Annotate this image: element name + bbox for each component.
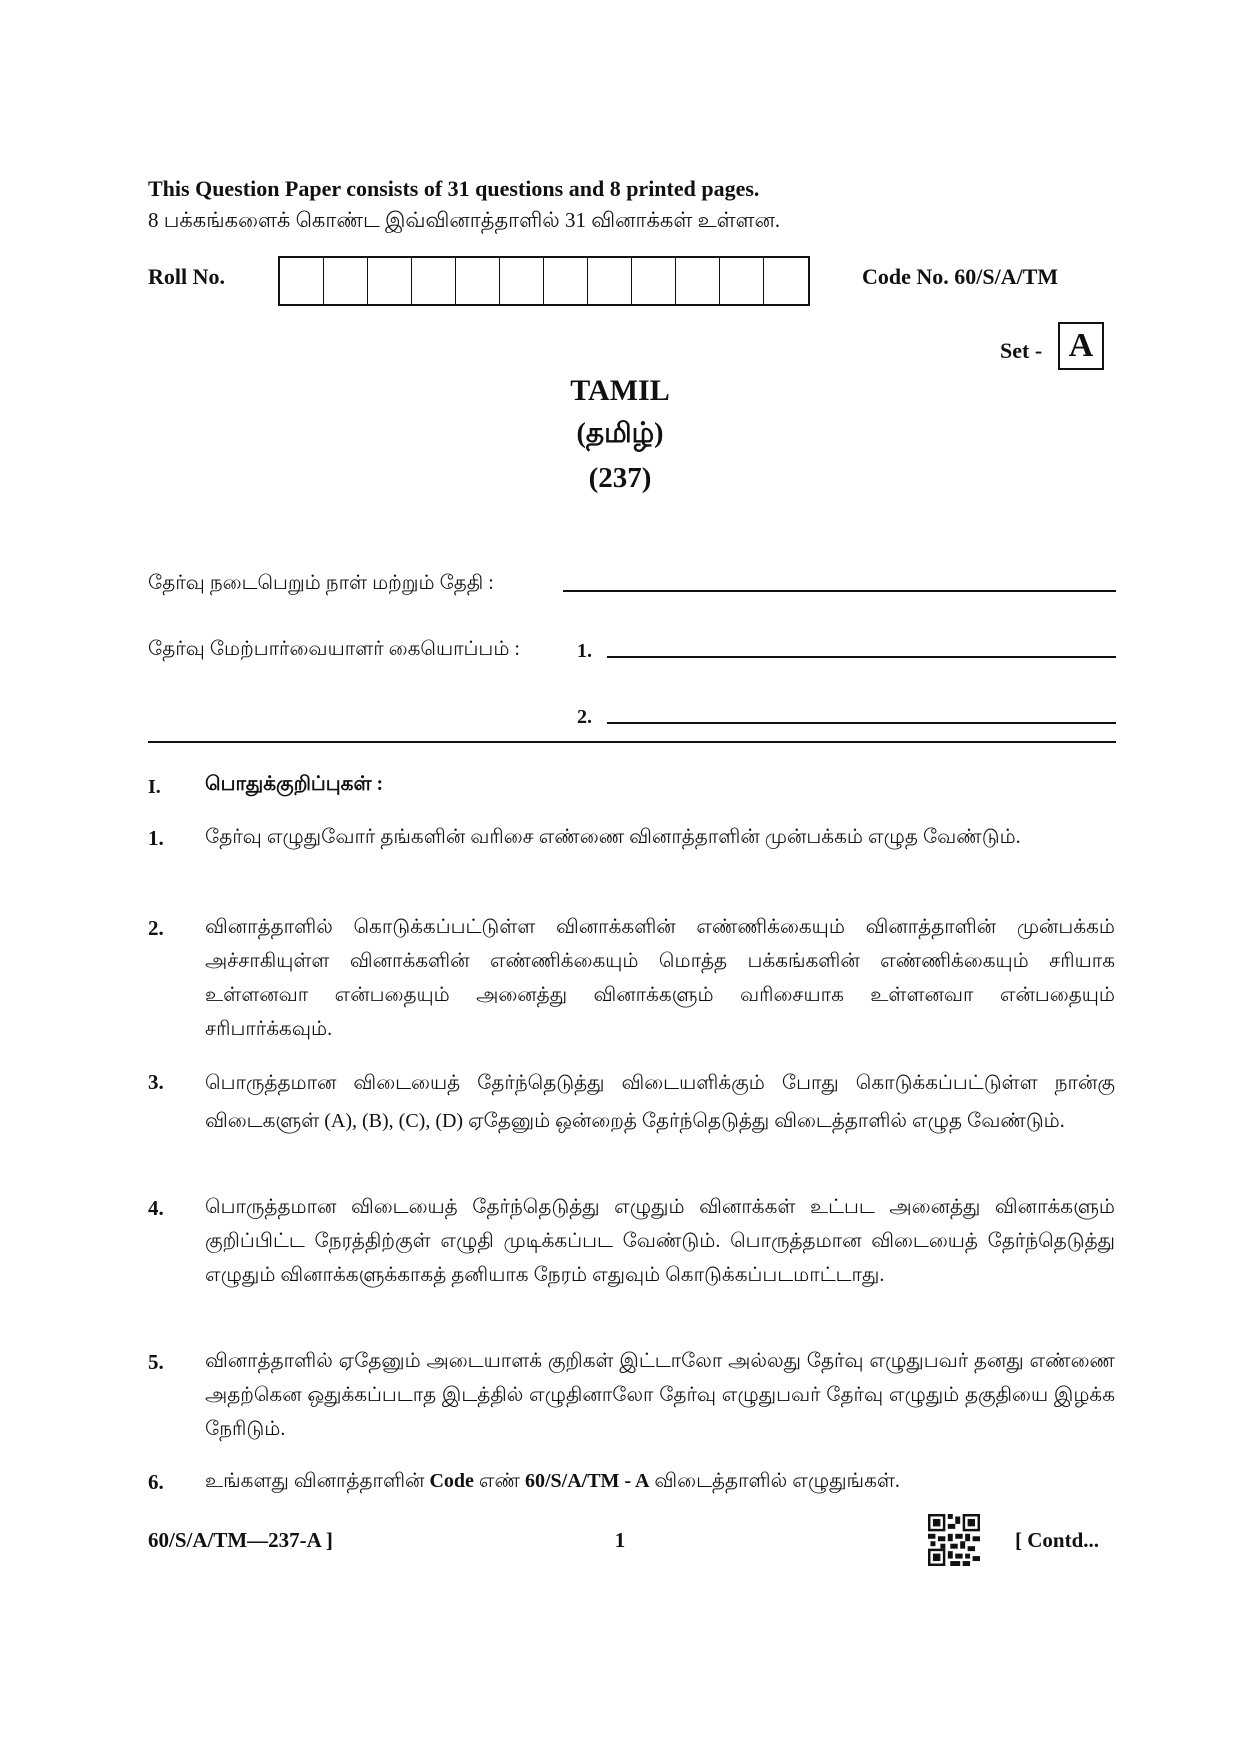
- instruction-text: தேர்வு எழுதுவோர் தங்களின் வரிசை எண்ணை வினாத்தாளின் முன்பக்கம் எழுத வேண்டும்.: [205, 826, 1021, 848]
- roll-number-digit-box[interactable]: [720, 258, 764, 304]
- roll-number-label: Roll No.: [148, 264, 225, 289]
- roll-number-digit-box[interactable]: [632, 258, 676, 304]
- roll-number-digit-box[interactable]: [544, 258, 588, 304]
- instruction-text: [205, 1464, 1115, 1498]
- exam-date-line[interactable]: [563, 590, 1116, 592]
- instruction-number: 6.: [148, 1470, 164, 1494]
- qr-code-icon: [928, 1514, 980, 1566]
- roll-number-digit-box[interactable]: [588, 258, 632, 304]
- roll-number-boxes[interactable]: [278, 256, 810, 306]
- roll-number-digit-box[interactable]: [764, 258, 808, 304]
- roll-number-digit-box[interactable]: [500, 258, 544, 304]
- instruction-number: 5.: [148, 1350, 164, 1374]
- roll-number-digit-box[interactable]: [412, 258, 456, 304]
- set-label: Set -: [1000, 338, 1043, 363]
- subject-title-tamil: (தமிழ்): [576, 418, 664, 449]
- question-count-english: This Question Paper consists of 31 questions and 8 printed pages.: [148, 176, 760, 201]
- roll-number-digit-box[interactable]: [368, 258, 412, 304]
- signature-1-line[interactable]: [607, 656, 1116, 658]
- instruction-text: வினாத்தாளில் கொடுக்கப்பட்டுள்ள வினாக்களின் எண்ணிக்கையும் வினாத்தாளின் முன்பக்கம் அச்சாகியுள்ள வினாக்களின் எண்ணிக்கையும் மொத்த பக்கங்களின் எண்ணிக்கையும் சரியாக உள்ளனவா என்பதையும் அனைத்து வினாக்களும் வரிசையாக உள்ளனவா என்பதையும் சரிபார்க்கவும்.: [205, 916, 1115, 1040]
- invigilator-signature-label: தேர்வு மேற்பார்வையாளர் கையொப்பம் :: [148, 638, 520, 660]
- instruction-text: பொருத்தமான விடையைத் தேர்ந்தெடுத்து விடையளிக்கும் போது கொடுக்கப்பட்டுள்ள நான்கு விடைகளுள் (A), (B), (C), (D) ஏதேனும் ஒன்றைத் தேர்ந்தெடுத்து விடைத்தாளில் எழுத வேண்டும்.: [205, 1072, 1115, 1132]
- subject-code: (237): [588, 462, 652, 494]
- section-title: பொதுக்குறிப்புகள் :: [205, 773, 384, 795]
- instruction-number: 3.: [148, 1070, 164, 1094]
- subject-title: TAMIL: [570, 374, 670, 407]
- roll-number-digit-box[interactable]: [280, 258, 324, 304]
- signature-1-number: 1.: [577, 640, 592, 662]
- signature-2-number: 2.: [577, 706, 592, 728]
- instruction-text: பொருத்தமான விடையைத் தேர்ந்தெடுத்து எழுதும் வினாக்கள் உட்பட அனைத்து வினாக்களும் குறிப்பிட்ட நேரத்திற்குள் எழுதி முடிக்கப்பட வேண்டும். பொருத்தமான விடையைத் தேர்ந்தெடுத்து எழுதும் வினாக்களுக்காகத் தனியாக நேரம் எதுவும் கொடுக்கப்படமாட்டாது.: [205, 1196, 1115, 1286]
- roll-number-digit-box[interactable]: [456, 258, 500, 304]
- roll-number-digit-box[interactable]: [676, 258, 720, 304]
- instruction-text-part: உங்களது வினாத்தாளின்: [205, 1470, 430, 1492]
- page-number: 1: [614, 1528, 626, 1552]
- section-divider: [148, 741, 1116, 743]
- signature-2-line[interactable]: [607, 722, 1116, 724]
- roll-number-digit-box[interactable]: [324, 258, 368, 304]
- code-number: Code No. 60/S/A/TM: [862, 264, 1059, 289]
- question-count-tamil: 8 பக்கங்களைக் கொண்ட இவ்வினாத்தாளில் 31 வினாக்கள் உள்ளன.: [148, 208, 781, 232]
- instruction-text-part: விடைத்தாளில் எழுதுங்கள்.: [649, 1470, 900, 1492]
- exam-date-label: தேர்வு நடைபெறும் நாள் மற்றும் தேதி :: [148, 572, 494, 594]
- instruction-text-part: எண்: [473, 1470, 525, 1492]
- instruction-number: 4.: [148, 1196, 164, 1220]
- section-number: I.: [148, 776, 161, 798]
- instruction-number: 2.: [148, 916, 164, 940]
- set-value-box: A: [1058, 322, 1104, 370]
- code-value: 60/S/A/TM - A: [524, 1470, 650, 1492]
- continued-label: [ Contd...: [1015, 1528, 1100, 1552]
- instruction-number: 1.: [148, 826, 164, 850]
- footer-paper-code: 60/S/A/TM—237-A ]: [148, 1528, 333, 1552]
- instruction-text: வினாத்தாளில் ஏதேனும் அடையாளக் குறிகள் இட்டாலோ அல்லது தேர்வு எழுதுபவர் தனது எண்ணை அதற்கென ஒதுக்கப்படாத இடத்தில் எழுதினாலோ தேர்வு எழுதுபவர் தேர்வு எழுதும் தகுதியை இழக்க நேரிடும்.: [205, 1350, 1115, 1440]
- code-word: Code: [429, 1470, 474, 1492]
